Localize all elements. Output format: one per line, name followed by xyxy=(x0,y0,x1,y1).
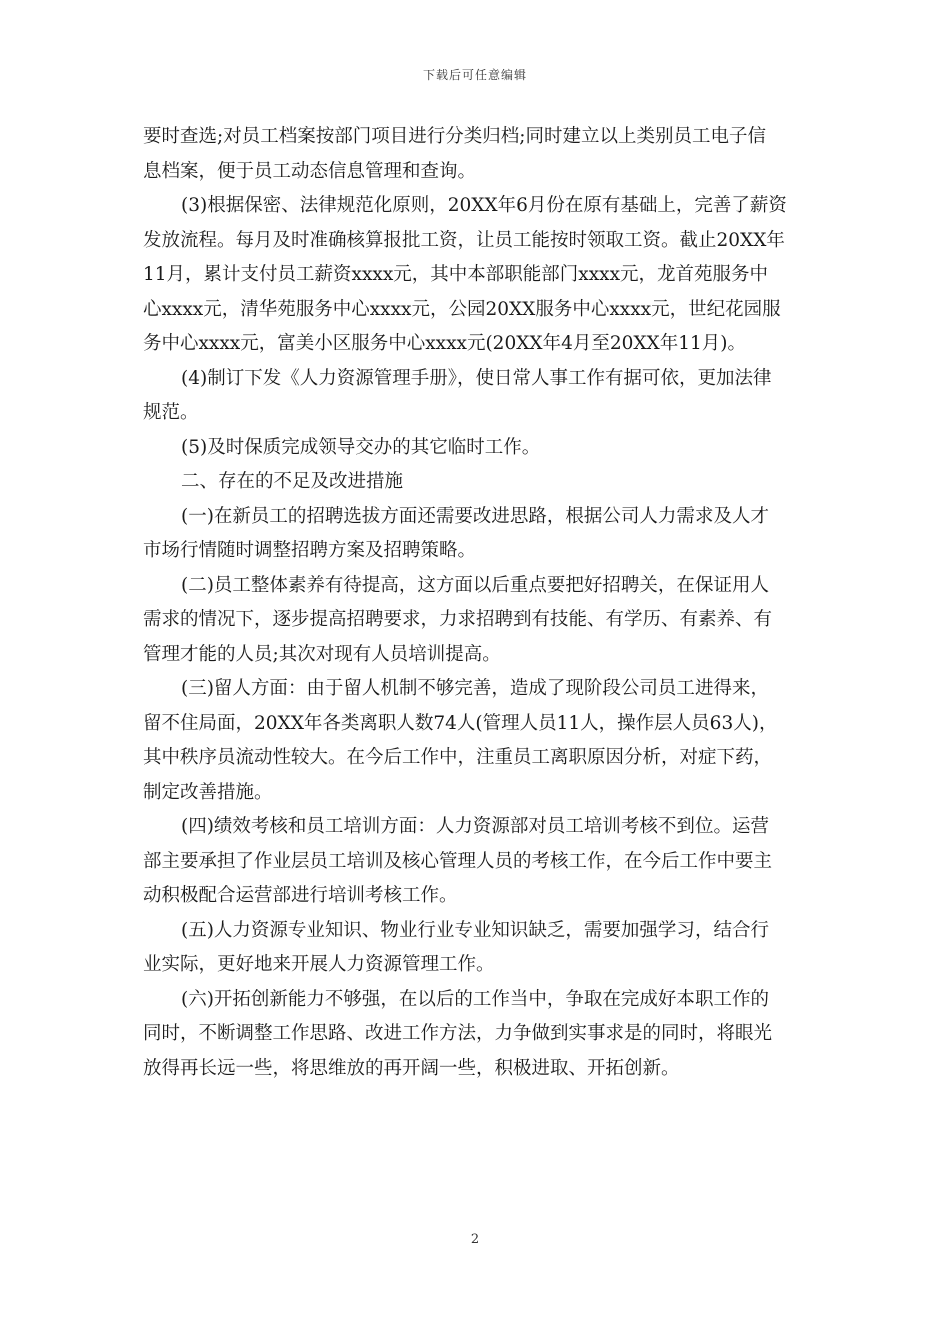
paragraph-start: (5)及时保质完成领导交办的其它临时工作。 xyxy=(181,436,541,458)
paragraph-start: (4)制订下发《人力资源管理手册》，使日常人事工作有据可依，更加法律 xyxy=(181,367,772,389)
text-line: 息档案，便于员工动态信息管理和查询。 xyxy=(143,160,477,182)
section-heading: 二、存在的不足及改进措施 xyxy=(181,471,404,492)
text-line: 放得再长远一些，将思维放的再开阔一些，积极进取、开拓创新。 xyxy=(143,1057,680,1079)
text-line: 需求的情况下，逐步提高招聘要求，力求招聘到有技能、有学历、有素养、有 xyxy=(143,609,773,630)
text-line: 管理才能的人员;其次对现有人员培训提高。 xyxy=(143,643,501,665)
text-line: 市场行情随时调整招聘方案及招聘策略。 xyxy=(143,540,477,561)
text-line: 同时，不断调整工作思路、改进工作方法，力争做到实事求是的同时，将眼光 xyxy=(143,1023,773,1044)
paragraph-start: (二)员工整体素养有待提高，这方面以后重点要把好招聘关，在保证用人 xyxy=(181,574,769,596)
text-line: 业实际，更好地来开展人力资源管理工作。 xyxy=(143,954,495,975)
text-line: 务中心xxxx元，富美小区服务中心xxxx元(20XX年4月至20XX年11月)。 xyxy=(143,333,746,354)
text-line: 部主要承担了作业层员工培训及核心管理人员的考核工作，在今后工作中要主 xyxy=(143,850,773,872)
text-line: 规范。 xyxy=(143,402,199,423)
paragraph-start: (三)留人方面：由于留人机制不够完善，造成了现阶段公司员工进得来， xyxy=(181,678,769,699)
text-line: 留不住局面，20XX年各类离职人数74人(管理人员11人，操作层人员63人)， xyxy=(143,712,778,734)
paragraph-start: (五)人力资源专业知识、物业行业专业知识缺乏，需要加强学习，结合行 xyxy=(181,919,769,941)
text-line: 动积极配合运营部进行培训考核工作。 xyxy=(143,885,458,906)
page-number: 2 xyxy=(470,1232,480,1247)
text-line: 制定改善措施。 xyxy=(143,781,273,803)
document-body xyxy=(143,120,811,1086)
text-line: 心xxxx元，清华苑服务中心xxxx元，公园20XX服务中心xxxx元，世纪花园服 xyxy=(143,298,781,320)
text-line: 其中秩序员流动性较大。在今后工作中，注重员工离职原因分析，对症下药， xyxy=(143,747,773,768)
paragraph-start: (四)绩效考核和员工培训方面：人力资源部对员工培训考核不到位。运营 xyxy=(181,816,769,837)
paragraph-start: (一)在新员工的招聘选拔方面还需要改进思路，根据公司人力需求及人才 xyxy=(181,505,769,527)
paragraph-start: (3)根据保密、法律规范化原则，20XX年6月份在原有基础上，完善了薪资 xyxy=(181,195,787,216)
text-line: 发放流程。每月及时准确核算报批工资，让员工能按时领取工资。截止20XX年 xyxy=(143,229,785,251)
text-line: 11月，累计支付员工薪资xxxx元，其中本部职能部门xxxx元，龙首苑服务中 xyxy=(143,264,769,285)
text-line: 要时查选;对员工档案按部门项目进行分类归档;同时建立以上类别员工电子信 xyxy=(143,126,766,147)
page-header-note: 下载后可任意编辑 xyxy=(422,68,527,82)
paragraph-start: (六)开拓创新能力不够强，在以后的工作当中，争取在完成好本职工作的 xyxy=(181,988,769,1010)
